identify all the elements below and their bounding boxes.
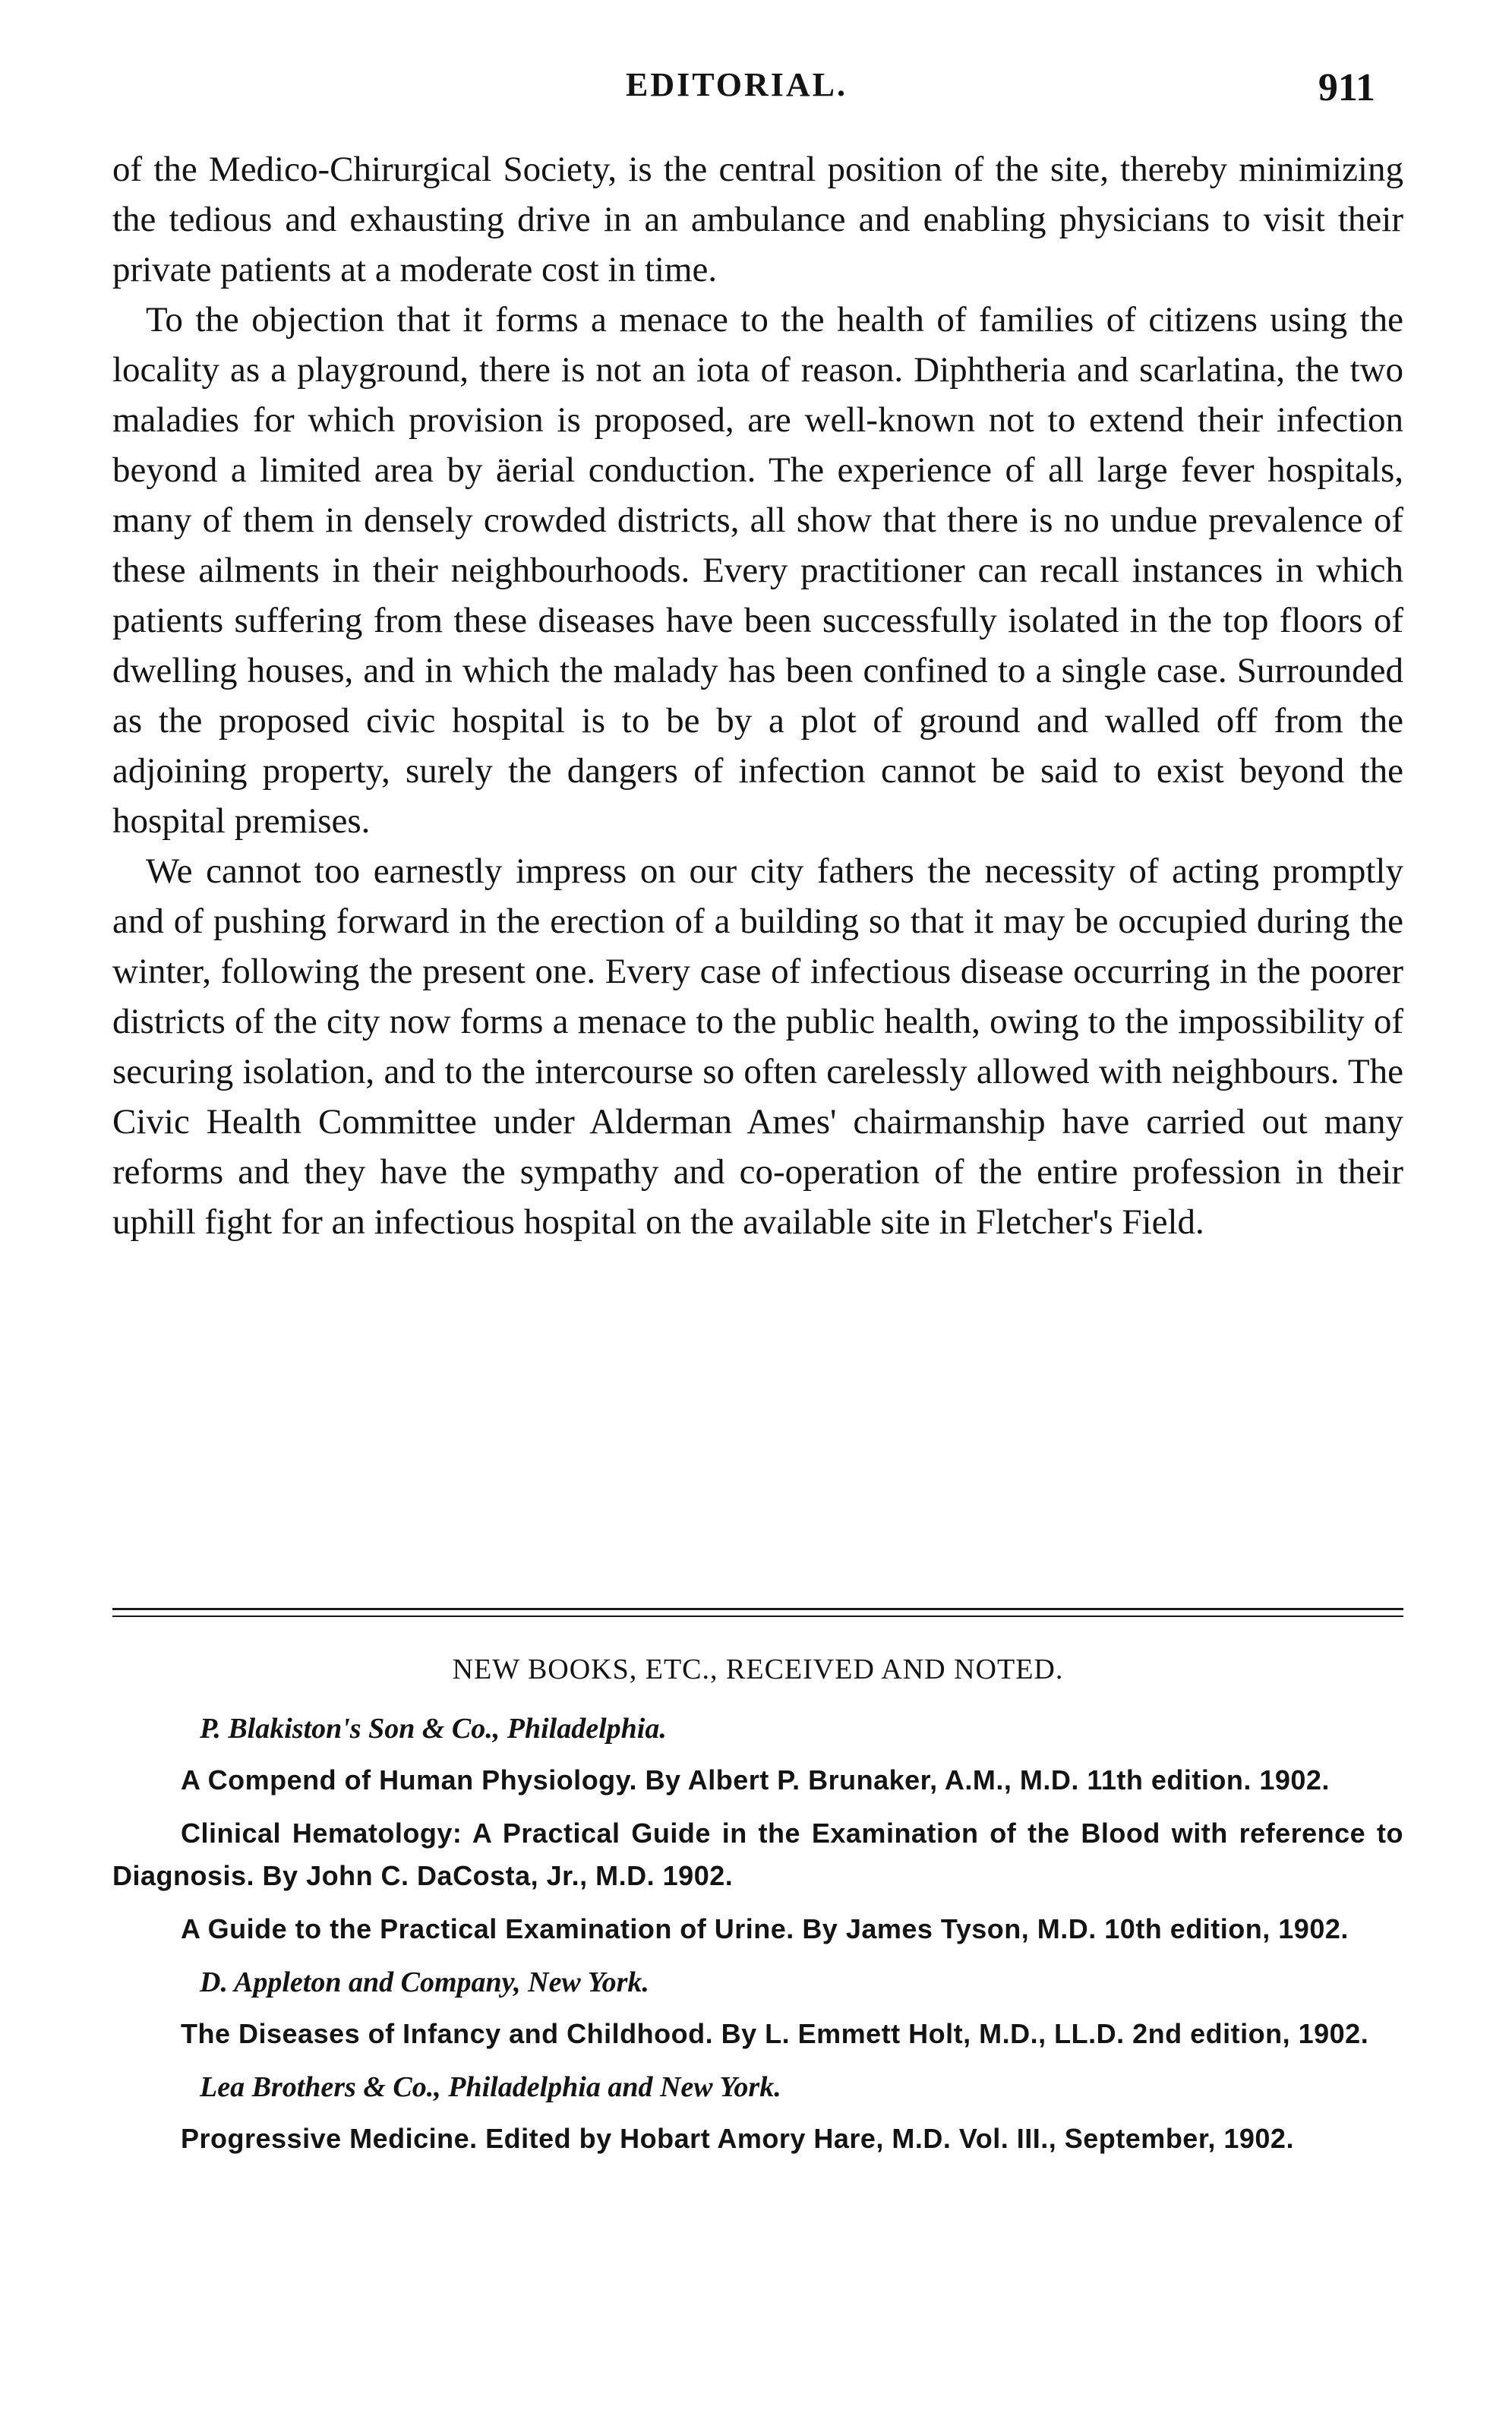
running-header [0, 65, 1512, 126]
running-title: EDITORIAL. [625, 66, 848, 103]
page-number: 911 [1318, 66, 1375, 109]
new-books-section [112, 1648, 1403, 2171]
publisher-group [112, 1707, 1403, 1950]
section-heading: NEW BOOKS, ETC., RECEIVED AND NOTED. [452, 1653, 1064, 1685]
book-entry: The Diseases of Infancy and Childhood. By L. Emmett Holt, M.D., LL.D. 2nd edition, 1902. [181, 2018, 1369, 2049]
paragraph: To the objection that it forms a menace to the health of families of citizens using the locality as a playground, there is not an iota of reason. Diphtheria and scarlatina, the two maladies for which provision is proposed, are well-known not to extend their infection beyond a limited area by äerial conduction. The experience of all large fever hospitals, many of them in densely crowded districts, all show that there is no undue prevalence of these ailments in their neighbourhoods. Every practitioner can recall instances in which patients suffering from these diseases have been successfully isolated in the top floors of dwelling houses, and in which the malady has been confined to a single case. Surrounded as the proposed civic hospital is to be by a plot of ground and walled off from the adjoining property, surely the dangers of infection cannot be said to exist beyond the hospital premises. [112, 300, 1403, 841]
section-divider [112, 1608, 1403, 1617]
publisher-group [112, 1961, 1403, 2055]
publisher-name: D. Appleton and Company, New York. [200, 1966, 649, 1998]
book-entry: A Guide to the Practical Examination of Urine. By James Tyson, M.D. 10th edition, 1902. [181, 1913, 1349, 1944]
publisher-name: P. Blakiston's Son & Co., Philadelphia. [200, 1713, 667, 1745]
paragraph-continued: of the Medico-Chirurgical Society, is the central position of the site, thereby minimizing the tedious and exhausting drive in an ambulance and enabling physicians to visit their private patients at a moderate cost in time. [112, 150, 1403, 289]
editorial-body [112, 144, 1403, 1247]
paragraph: We cannot too earnestly impress on our city fathers the necessity of acting promptly and of pushing forward in the erection of a building so that it may be occupied during the winter, following the present one. Every case of infectious disease occurring in the poorer districts of the city now forms a menace to the public health, owing to the impossibility of securing isolation, and to the intercourse so often carelessly allowed with neighbours. The Civic Health Committee under Alderman Ames' chairmanship have carried out many reforms and they have the sympathy and co-operation of the entire profession in their uphill fight for an infectious hospital on the available site in Fletcher's Field. [112, 851, 1403, 1242]
book-entry: A Compend of Human Physiology. By Albert P. Brunaker, A.M., M.D. 11th edition. 1902. [181, 1764, 1330, 1796]
publisher-group [112, 2066, 1403, 2160]
book-entry: Progressive Medicine. Edited by Hobart Amory Hare, M.D. Vol. III., September, 1902. [181, 2123, 1294, 2154]
publisher-name: Lea Brothers & Co., Philadelphia and New York. [200, 2071, 781, 2103]
book-entry: Clinical Hematology: A Practical Guide in the Examination of the Blood with reference to Diagnosis. By John C. DaCosta, Jr., M.D. 1902. [112, 1818, 1403, 1891]
